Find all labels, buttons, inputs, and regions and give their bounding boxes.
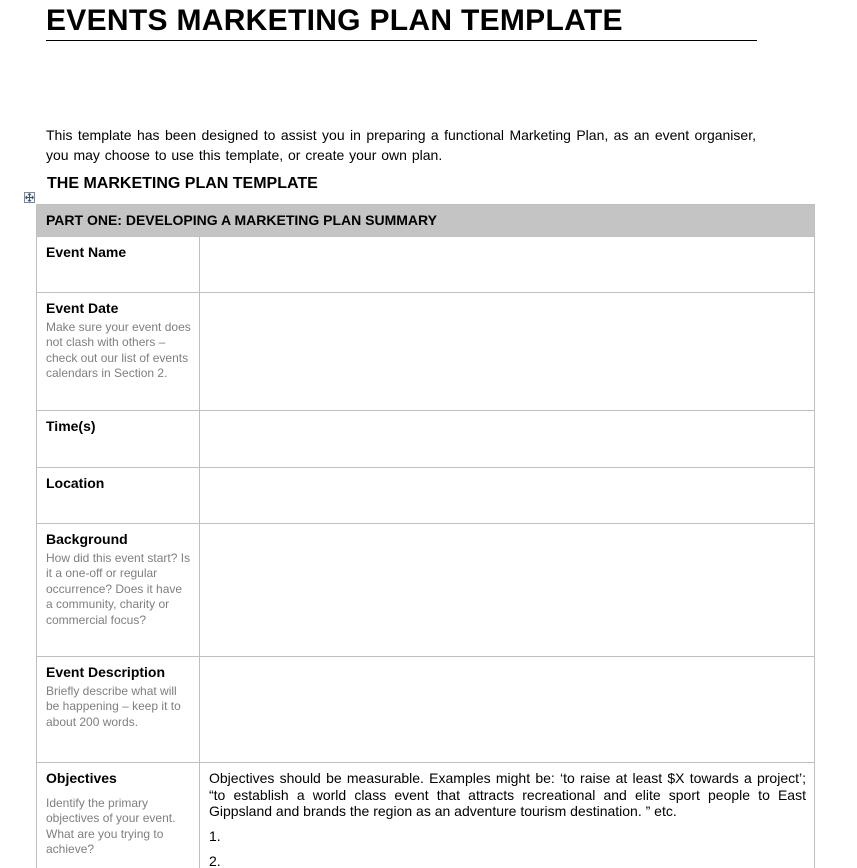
table-row	[37, 763, 815, 868]
row-label: Event Description	[46, 664, 166, 680]
input-cell-event-description[interactable]	[200, 657, 815, 763]
row-hint: Make sure your event does not clash with others – check out our list of events calendars in Section 2.	[46, 320, 191, 381]
row-hint: Identify the primary objectives of your event. What are you trying to achieve?	[46, 796, 176, 857]
table-move-handle-icon[interactable]	[24, 192, 35, 203]
marketing-plan-table	[36, 204, 815, 868]
input-cell-location[interactable]	[200, 468, 815, 524]
input-cell-objectives[interactable]	[200, 763, 815, 868]
label-cell-background	[37, 524, 200, 657]
input-cell-event-name[interactable]	[200, 237, 815, 293]
label-cell-location	[37, 468, 200, 524]
row-label: Objectives	[46, 770, 117, 786]
input-cell-times[interactable]	[200, 411, 815, 468]
table-row	[37, 293, 815, 411]
label-cell-event-date	[37, 293, 200, 411]
document-title: EVENTS MARKETING PLAN TEMPLATE	[46, 4, 623, 37]
table-header-row	[37, 205, 815, 237]
objective-list-item[interactable]: 1.	[209, 827, 221, 844]
label-cell-event-name	[37, 237, 200, 293]
input-cell-event-date[interactable]	[200, 293, 815, 411]
objectives-guidance: Objectives should be measurable. Examples might be: ‘to raise at least $X towards a project’; “to establish a world class event that attracts recreational and elite sport people to East Gippsland and brands the region as an adventure tourism destination. ” etc.	[209, 770, 806, 819]
row-label: Time(s)	[46, 418, 96, 434]
row-label: Event Date	[46, 300, 119, 316]
row-hint: Briefly describe what will be happening – keep it to about 200 words.	[46, 684, 181, 729]
table-row	[37, 657, 815, 763]
row-label: Background	[46, 531, 128, 547]
label-cell-times	[37, 411, 200, 468]
objective-list-item[interactable]: 2.	[209, 852, 221, 868]
table-row	[37, 411, 815, 468]
row-label: Location	[46, 475, 105, 491]
label-cell-event-description	[37, 657, 200, 763]
title-underline	[46, 40, 757, 41]
row-label: Event Name	[46, 244, 127, 260]
table-header: PART ONE: DEVELOPING A MARKETING PLAN SUMMARY	[37, 205, 815, 237]
row-hint: How did this event start? Is it a one-off or regular occurrence? Does it have a community, charity or commercial focus?	[46, 551, 191, 627]
table-row	[37, 237, 815, 293]
label-cell-objectives	[37, 763, 200, 868]
table-row	[37, 468, 815, 524]
intro-paragraph: This template has been designed to assist you in preparing a functional Marketing Plan, as an event organiser, you may choose to use this template, or create your own plan.	[46, 127, 756, 163]
section-heading: THE MARKETING PLAN TEMPLATE	[47, 175, 318, 192]
table-row	[37, 524, 815, 657]
input-cell-background[interactable]	[200, 524, 815, 657]
